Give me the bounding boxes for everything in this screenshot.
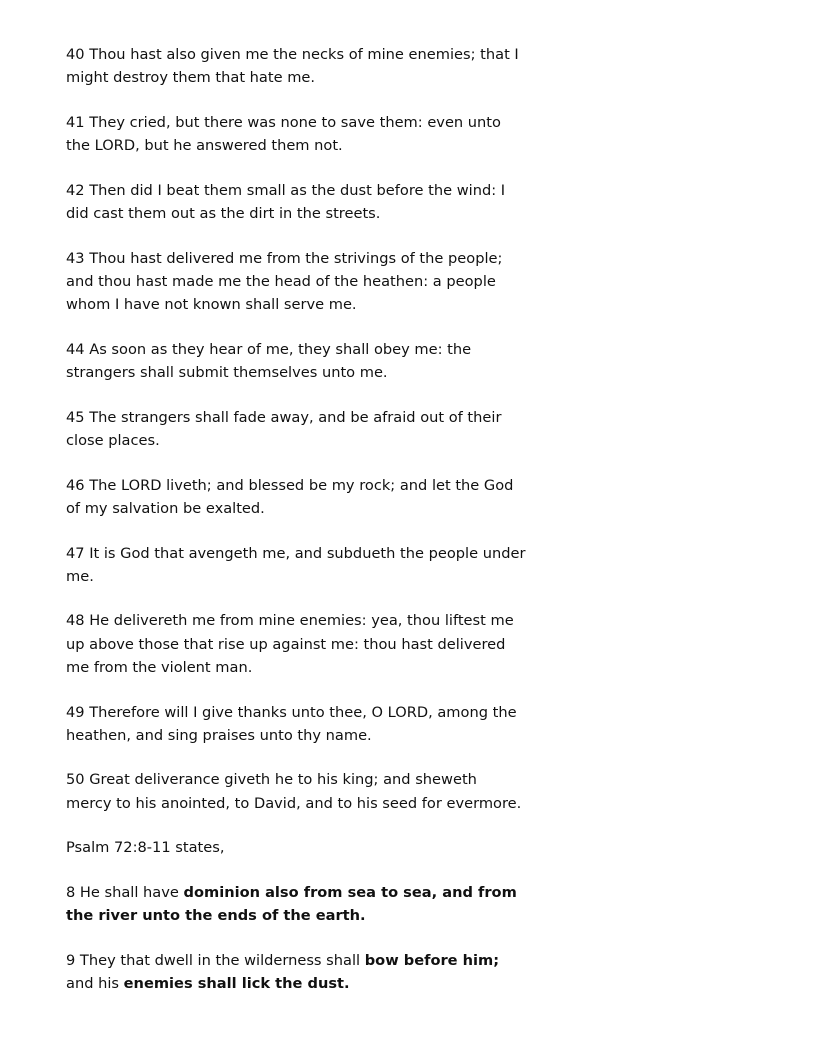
text-run: 43 Thou hast delivered me from the strivings of the people; and thou hast made me the head of the heathen: a people whom I have not known shall serve me. bbox=[66, 249, 503, 314]
text-run: 41 They cried, but there was none to save them: even unto the LORD, but he answered them not. bbox=[66, 113, 501, 155]
bold-text-run: enemies shall lick the dust. bbox=[123, 975, 350, 993]
text-run: 9 They that dwell in the wilderness shall bbox=[66, 951, 365, 969]
text-paragraph bbox=[66, 881, 526, 927]
text-paragraph bbox=[66, 949, 526, 995]
text-run: 45 The strangers shall fade away, and be afraid out of their close places. bbox=[66, 408, 502, 449]
text-run: 46 The LORD liveth; and blessed be my rock; and let the God of my salvation be exalted. bbox=[66, 476, 514, 517]
bold-text-run: bow before him; bbox=[364, 951, 500, 969]
text-run: and his bbox=[66, 975, 124, 993]
text-run: 42 Then did I beat them small as the dust before the wind: I did cast them out as the dirt in the streets. bbox=[66, 181, 506, 223]
text-paragraph bbox=[66, 542, 526, 588]
text-run: 40 Thou hast also given me the necks of mine enemies; that I might destroy them that hate me. bbox=[66, 46, 519, 87]
text-paragraph bbox=[66, 406, 526, 452]
text-run: Psalm 72:8-11 states, bbox=[66, 839, 225, 857]
text-paragraph bbox=[66, 111, 526, 157]
document-page bbox=[66, 43, 526, 1017]
text-paragraph bbox=[66, 701, 526, 747]
text-run: 44 As soon as they hear of me, they shall obey me: the strangers shall submit themselves unto me. bbox=[66, 340, 472, 382]
text-run: 49 Therefore will I give thanks unto thee, O LORD, among the heathen, and sing praises unto thy name. bbox=[66, 703, 517, 744]
text-run: 8 He shall have bbox=[66, 884, 184, 902]
text-paragraph bbox=[66, 474, 526, 520]
text-paragraph bbox=[66, 836, 526, 859]
text-run: 47 It is God that avengeth me, and subdueth the people under me. bbox=[66, 544, 526, 585]
text-paragraph bbox=[66, 338, 526, 384]
text-run: 50 Great deliverance giveth he to his king; and sheweth mercy to his anointed, to David, and to his seed for evermore. bbox=[66, 771, 522, 812]
text-paragraph bbox=[66, 179, 526, 225]
text-paragraph bbox=[66, 247, 526, 317]
text-run: 48 He delivereth me from mine enemies: yea, thou liftest me up above those that rise up against me: thou hast delivered me from the violent man. bbox=[66, 612, 514, 676]
text-paragraph bbox=[66, 43, 526, 89]
bold-text-run: dominion also from sea to sea, and from the river unto the ends of the earth. bbox=[66, 884, 517, 925]
text-paragraph bbox=[66, 768, 526, 814]
text-paragraph bbox=[66, 609, 526, 679]
